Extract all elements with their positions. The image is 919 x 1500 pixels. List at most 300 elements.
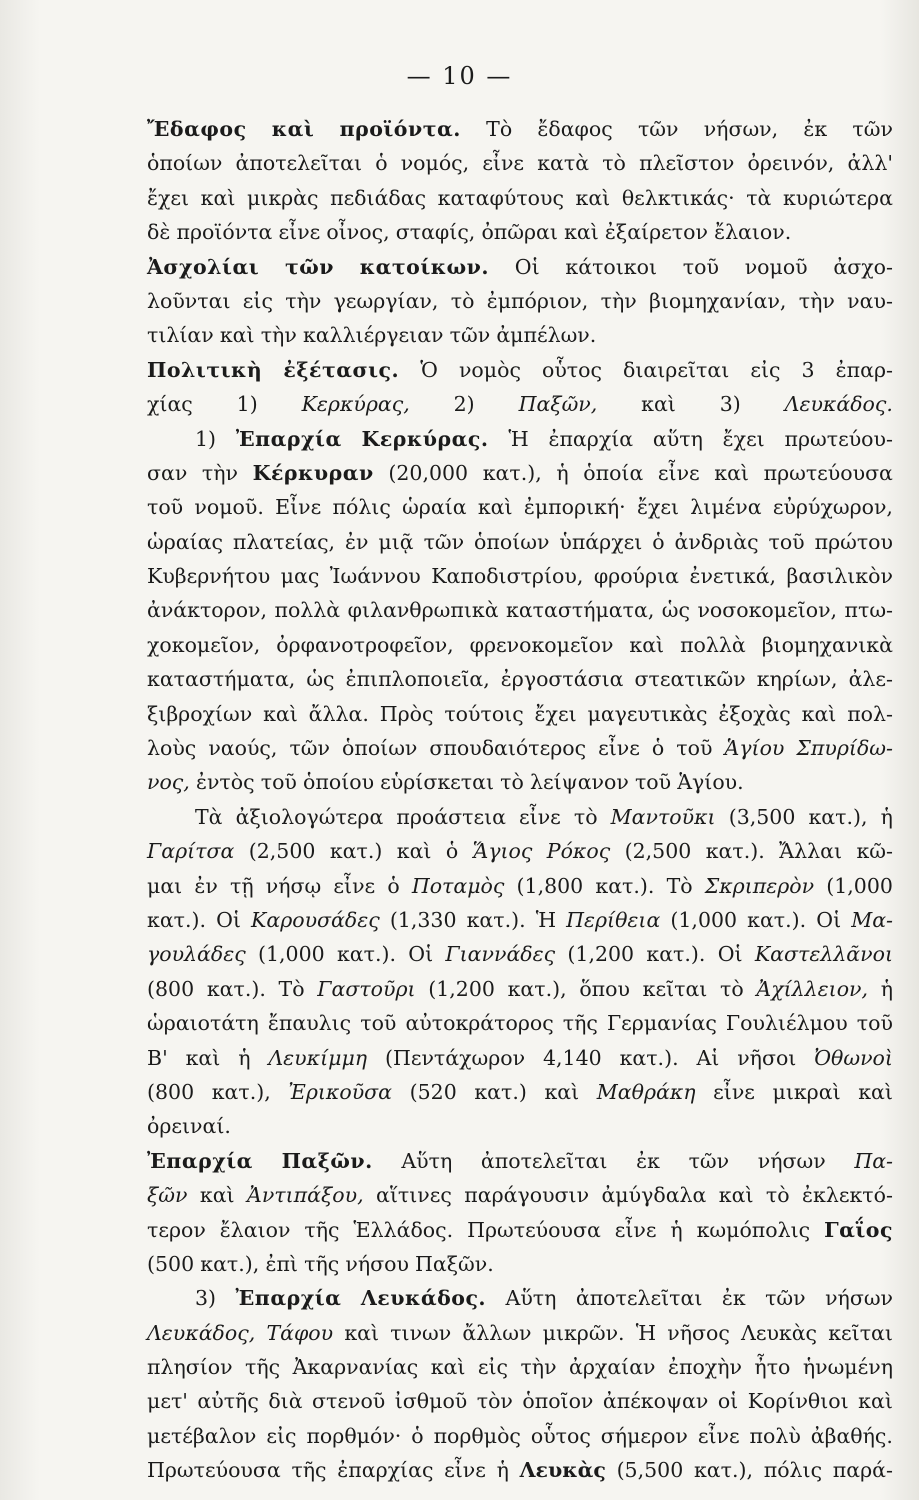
word: Ἐπαρχία — [235, 1286, 342, 1311]
word: Ἑλλάδος. — [353, 1217, 454, 1242]
word: τούτοις — [444, 701, 524, 726]
word: (1,000 — [826, 873, 893, 898]
word: νομός, — [400, 151, 470, 176]
word: κατ.). — [747, 907, 807, 932]
word: Ἔδαφος — [147, 117, 247, 141]
word: καὶ — [199, 1183, 235, 1208]
word: (1,200 — [428, 976, 495, 1001]
word: ἔδαφος — [537, 117, 613, 141]
page-number: — 10 — — [406, 62, 513, 90]
word: ὁποίων — [474, 529, 550, 554]
word: πόλις — [332, 495, 391, 520]
word: ἦτο — [754, 1355, 791, 1380]
word: (800 — [147, 1079, 195, 1104]
word: εἶνε — [598, 736, 640, 761]
word: τῆς — [245, 1355, 281, 1380]
text-line — [147, 1384, 893, 1418]
word: οἱ — [717, 1389, 739, 1414]
text-line — [147, 1109, 893, 1143]
word: πλατείας, — [232, 529, 336, 554]
text-line — [147, 250, 893, 284]
word: (1,800 — [516, 873, 584, 898]
word: 1) — [236, 392, 258, 417]
word: ἀλλ' — [847, 151, 893, 176]
word: τινων — [390, 1320, 452, 1345]
text-line — [147, 731, 893, 765]
word: ἀξιολογώτερα — [235, 804, 384, 829]
word: ὁ — [387, 873, 400, 898]
word: Καρουσάδες — [251, 907, 380, 932]
word: νήσων, — [703, 117, 779, 141]
word: Μαντοῦκι — [610, 804, 716, 829]
word: φρούρια — [593, 564, 679, 589]
word: θελκτικάς· — [621, 185, 735, 210]
word: Οἱ — [717, 942, 743, 967]
word: εὐρύχωρον, — [772, 495, 893, 520]
word: ἀποτελεῖται — [575, 1286, 703, 1311]
text-line — [147, 215, 893, 249]
word: τῶν — [688, 1148, 730, 1173]
word: Κορίνθιοι — [747, 1389, 849, 1414]
word: ἔλαιον — [219, 1217, 291, 1242]
word: τῶν — [637, 117, 679, 141]
word: νοσοκομεῖον, — [697, 598, 838, 623]
word: κυριώτερα — [782, 185, 893, 210]
text-line — [147, 353, 893, 387]
word: ἔχει — [636, 495, 680, 520]
word: (1,000 — [670, 907, 738, 932]
word: Μα- — [851, 907, 893, 932]
word: ὡς — [306, 667, 335, 692]
word: γουλάδες — [147, 942, 246, 967]
word: (800 — [147, 976, 195, 1001]
word: ἐποχὴν — [667, 1355, 742, 1380]
word: εὑρίσκεται — [380, 770, 494, 795]
word: μικρῶν. — [542, 1320, 625, 1345]
word: σήμερον — [600, 1423, 688, 1448]
word: ἔχει — [147, 185, 190, 210]
word: Τὸ — [486, 117, 513, 141]
word: στενοῦ — [312, 1389, 386, 1414]
word: καὶ — [396, 839, 432, 864]
word: ἀνδριὰς — [674, 529, 759, 554]
word: μας — [280, 564, 320, 589]
word: μαι — [147, 873, 183, 898]
word: Γαΐος — [824, 1217, 893, 1242]
word: κατ.). — [336, 942, 396, 967]
word: Ἀσχολίαι — [147, 254, 260, 279]
word: τῆς — [304, 1251, 340, 1276]
word: (2,500 — [248, 839, 316, 864]
word: ἐπαρχίας — [337, 1458, 434, 1483]
word: Καποδιστρίου, — [431, 564, 584, 589]
word: ἀβαθής. — [810, 1423, 893, 1448]
word: Καστελλᾶνοι — [754, 942, 893, 967]
word: νῆσοι — [737, 1045, 797, 1070]
word: μικραὶ — [772, 1079, 841, 1104]
word: (Πεντάχωρον — [384, 1045, 526, 1070]
word: εἰς — [750, 357, 781, 382]
word: Τὸ — [666, 873, 693, 898]
word: Λευκὰς — [741, 1320, 818, 1345]
word: αἵτινες — [376, 1183, 452, 1208]
word: καὶ — [430, 1355, 466, 1380]
text-line — [147, 1316, 893, 1350]
word: ὁποῖον — [522, 1389, 594, 1414]
word: Γαστοῦρι — [317, 976, 416, 1001]
word: τῆς — [304, 1217, 340, 1242]
word: λοῦνται — [147, 288, 231, 313]
word: τερον — [147, 1217, 206, 1242]
word: τοῦ — [856, 1011, 893, 1036]
word: ἔχει — [534, 701, 577, 726]
word: χίας — [147, 392, 193, 417]
word: (520 — [409, 1079, 457, 1104]
word: σαν — [147, 460, 188, 485]
word: τὸ — [573, 804, 598, 829]
word: ἐξέτασις. — [283, 357, 400, 382]
word: εἰς — [266, 1423, 297, 1448]
word: ἐν — [345, 529, 369, 554]
text-line — [147, 1144, 893, 1178]
word: ἐκ — [803, 117, 828, 141]
word: κατ.). — [147, 907, 207, 932]
word: ἐκ — [636, 1148, 660, 1173]
word: διὰ — [268, 1389, 303, 1414]
text-line — [147, 112, 893, 146]
word: τὴν — [201, 460, 239, 485]
word: Λευκὰς — [519, 1458, 606, 1483]
word: πορθμὸς — [433, 1423, 521, 1448]
word: ἀρχαίαν — [569, 1355, 656, 1380]
word: Ἐπαρχία — [235, 426, 342, 451]
word: Λευκάδος. — [784, 392, 893, 417]
body-text — [147, 112, 893, 1488]
word: Κέρκυραν — [252, 460, 374, 485]
word: Σπυρίδω- — [796, 736, 893, 761]
text-line — [147, 628, 893, 662]
text-line — [147, 387, 893, 421]
word: 3) — [195, 1286, 217, 1311]
word: ἡ — [496, 1458, 509, 1483]
word: ἀποτελεῖται — [480, 1148, 608, 1173]
word: καὶ — [714, 460, 749, 485]
word: αὐτῆς — [197, 1389, 259, 1414]
word: κατ.), — [507, 976, 567, 1001]
word: νομοῦ — [744, 254, 808, 279]
word: Β' — [147, 1045, 168, 1070]
word: Αὕτη — [401, 1148, 453, 1173]
word: ὁποίων — [147, 151, 223, 176]
word: ὁ — [375, 151, 388, 176]
word: ἔλαιον. — [714, 220, 792, 245]
word: τὰ — [746, 185, 772, 210]
word: Τὰ — [195, 804, 223, 829]
word: καὶ — [858, 1079, 893, 1104]
text-line — [147, 834, 893, 868]
word: ἰσθμοῦ — [394, 1389, 468, 1414]
text-line — [147, 181, 893, 215]
word: τῆς — [562, 1011, 598, 1036]
word: νήσῳ — [265, 873, 322, 898]
word: ὡραίας — [147, 529, 223, 554]
word: Κερκύρας, — [301, 392, 410, 417]
word: στεατικῶν — [634, 667, 746, 692]
word: ξῶν — [147, 1183, 188, 1208]
word: Πρωτεύουσα — [467, 1217, 601, 1242]
word: ὡς — [661, 598, 690, 623]
word: Ἄλλαι — [779, 839, 843, 864]
word: εἶνε — [482, 151, 525, 176]
text-line — [147, 1281, 893, 1315]
word: δὲ — [147, 220, 171, 245]
word: Σκριπερὸν — [704, 873, 815, 898]
text-line — [147, 318, 893, 352]
word: Γιαννάδες — [445, 942, 556, 967]
word: νομὸς — [458, 357, 521, 382]
text-line — [147, 937, 893, 971]
word: Οἱ — [514, 254, 540, 279]
word: καὶ — [271, 117, 315, 141]
word: ἐν — [194, 873, 218, 898]
word: Γερμανίας — [606, 1011, 717, 1036]
word: Παξῶν. — [281, 1148, 373, 1173]
word: Παξῶν. — [415, 1251, 494, 1276]
word: πολλὰ — [274, 598, 341, 623]
word: καὶ — [344, 1320, 380, 1345]
word: πορθμόν· — [306, 1423, 402, 1448]
word: ἐκ — [721, 1286, 746, 1311]
word: ὀρειναί. — [147, 1114, 231, 1139]
word: εἶνε — [444, 1458, 486, 1483]
word: Ἐρικοῦσα — [288, 1079, 393, 1104]
word: ὡραία — [402, 495, 467, 520]
word: διαιρεῖται — [623, 357, 730, 382]
word: Κυβερνήτου — [147, 564, 271, 589]
text-line — [147, 972, 893, 1006]
text-line — [147, 697, 893, 731]
word: ἄλλα. — [308, 701, 369, 726]
text-line — [147, 456, 893, 490]
word: κατ.). — [595, 873, 655, 898]
word: πεδιάδας — [330, 185, 427, 210]
word: ὁποίου — [303, 770, 375, 795]
word: Ἡ — [535, 907, 557, 932]
word: βιομηχανίαν, — [649, 288, 787, 313]
word: ὀρφανοτροφεῖον, — [276, 632, 454, 657]
word: ναούς, — [208, 736, 278, 761]
word: εἶνε — [278, 220, 321, 245]
word: Λευκίμμη — [268, 1045, 368, 1070]
word: σπουδαιότερος — [429, 736, 587, 761]
word: πολὺ — [749, 1423, 801, 1448]
word: πτω- — [844, 598, 893, 623]
text-line — [147, 1419, 893, 1453]
word: Γουλιέλμου — [725, 1011, 848, 1036]
word: κατοίκων. — [359, 254, 490, 279]
word: κατ.). — [206, 976, 266, 1001]
word: Μαθράκη — [596, 1079, 696, 1104]
word: κατ.) — [474, 1079, 527, 1104]
word: ἀμπέλων. — [496, 323, 597, 348]
word: Τάφου — [266, 1320, 334, 1345]
word: Ἅγιος — [472, 839, 533, 864]
word: καὶ — [200, 185, 236, 210]
word: κηρίων, — [756, 667, 838, 692]
word: Ρόκος — [546, 839, 611, 864]
word: Ὁ — [420, 357, 438, 382]
text-line — [147, 146, 893, 180]
word: ἀποτελεῖται — [235, 151, 363, 176]
word: μαγευτικὰς — [587, 701, 708, 726]
word: Αἱ — [696, 1045, 720, 1070]
word: Πολιτικὴ — [147, 357, 263, 382]
word: βιομηχανικὰ — [761, 632, 893, 657]
word: πόλις — [763, 1458, 823, 1483]
word: τὴν — [600, 288, 637, 313]
word: ἡ — [238, 1045, 251, 1070]
word: Ἡ — [508, 426, 529, 451]
word: καὶ — [641, 392, 676, 417]
word: μετέβαλον — [147, 1423, 257, 1448]
word: τὴν — [520, 1355, 557, 1380]
word: πλησίον — [147, 1355, 233, 1380]
word: καὶ — [575, 185, 611, 210]
word: ὁ — [445, 839, 459, 864]
word: λείψανον — [529, 770, 629, 795]
word: εἶνε — [713, 1079, 755, 1104]
word: Ἀντιπάξου, — [247, 1183, 364, 1208]
word: Περίθεια — [566, 907, 661, 932]
word: ἡ — [556, 460, 569, 485]
word: προάστεια — [396, 804, 506, 829]
word: τὸ — [500, 770, 524, 795]
word: τοῦ — [768, 529, 805, 554]
word: ἐργοστάσια — [500, 667, 624, 692]
word: τοῦ — [360, 1011, 397, 1036]
word: Πα- — [854, 1148, 893, 1173]
text-line — [147, 1041, 893, 1075]
word: καὶ — [544, 1079, 580, 1104]
word: τῶν — [765, 1286, 806, 1311]
word: ἄλλων — [462, 1320, 532, 1345]
word: ὀρεινόν, — [747, 151, 835, 176]
word: τῆς — [291, 1458, 327, 1483]
word: τὸ — [602, 151, 626, 176]
word: οὗτος — [542, 357, 602, 382]
word: Ὀθωνοὶ — [814, 1045, 893, 1070]
word: ἐξαίρετον — [604, 220, 708, 245]
word: ἡ — [670, 1217, 683, 1242]
word: κατ.). — [646, 942, 706, 967]
word: εἶνε — [519, 804, 561, 829]
word: τὸ — [720, 976, 744, 1001]
word: τὸν — [476, 1389, 513, 1414]
word: ὁ — [652, 529, 665, 554]
word: Ἐπαρχία — [147, 1148, 253, 1173]
word: τὴν — [260, 323, 297, 348]
word: οἶνος, — [326, 220, 390, 245]
word: ἀπέκοψαν — [602, 1389, 709, 1414]
word: γεωργίαν, — [333, 288, 439, 313]
word: καὶ — [263, 701, 298, 726]
word: τῇ — [230, 873, 254, 898]
word: εἰς — [477, 1355, 509, 1380]
word: Ἀχίλλειον, — [756, 976, 869, 1001]
word: Λευκάδος, — [147, 1320, 256, 1345]
text-line — [147, 800, 893, 834]
word: κατ.). — [705, 839, 765, 864]
word: λοὺς — [147, 736, 197, 761]
word: τοῦ — [147, 495, 184, 520]
word: καὶ — [629, 632, 665, 657]
word: ἐξοχὰς — [718, 701, 791, 726]
word: αὐτοκράτορος — [405, 1011, 554, 1036]
word: Πρὸς — [379, 701, 434, 726]
word: (3,500 — [728, 804, 796, 829]
text-line — [147, 1350, 893, 1384]
word: τοῦ — [634, 770, 672, 795]
word: καταστήματα, — [506, 598, 655, 623]
word: πολ- — [847, 701, 893, 726]
text-line — [147, 1075, 893, 1109]
word: οὗτος — [530, 1423, 591, 1448]
word: 3) — [719, 392, 741, 417]
word: ἐντὸς — [195, 770, 255, 795]
word: ὁποίων — [342, 736, 418, 761]
word: εἶνε — [697, 1423, 740, 1448]
word: καὶ — [477, 495, 513, 520]
word: ἐμπόριον, — [486, 288, 589, 313]
text-line — [147, 1006, 893, 1040]
word: (1,200 — [567, 942, 635, 967]
word: τοῦ — [260, 770, 297, 795]
word: τῶν — [284, 254, 334, 279]
word: ναυ- — [847, 288, 893, 313]
word: πρωτεύουσα — [763, 460, 893, 485]
word: ἐπαρ- — [835, 357, 893, 382]
word: κατ.). — [466, 907, 526, 932]
word: ἔχει — [722, 426, 765, 451]
word: πολλὰ — [680, 632, 746, 657]
word: κατ.), — [808, 804, 868, 829]
word: κατ.). — [619, 1045, 679, 1070]
word: τιλίαν — [147, 323, 214, 348]
word: πρωτεύου- — [784, 426, 893, 451]
word: ἡ — [880, 976, 893, 1001]
word: νήσων — [825, 1286, 893, 1311]
word: καὶ — [185, 1045, 221, 1070]
word: σταφίς, — [395, 220, 476, 245]
text-line — [147, 1213, 893, 1247]
word: Κερκύρας. — [361, 426, 489, 451]
word: νῆσος — [667, 1320, 730, 1345]
word: φιλανθρωπικὰ — [347, 598, 499, 623]
word: ἐπιπλοποιεῖα, — [345, 667, 490, 692]
word: ἡ — [880, 804, 893, 829]
word: καλλιέργειαν — [302, 323, 444, 348]
word: παράγουσιν — [464, 1183, 590, 1208]
word: 4,140 — [542, 1045, 602, 1070]
word: Τὸ — [278, 976, 305, 1001]
text-line — [147, 765, 893, 799]
word: βασιλικὸν — [786, 564, 893, 589]
word: κατ.), — [211, 1079, 271, 1104]
word: αὕτη — [652, 426, 703, 451]
word: ὅπου — [579, 976, 630, 1001]
text-line — [147, 1178, 893, 1212]
word: κατ.), — [482, 460, 542, 485]
